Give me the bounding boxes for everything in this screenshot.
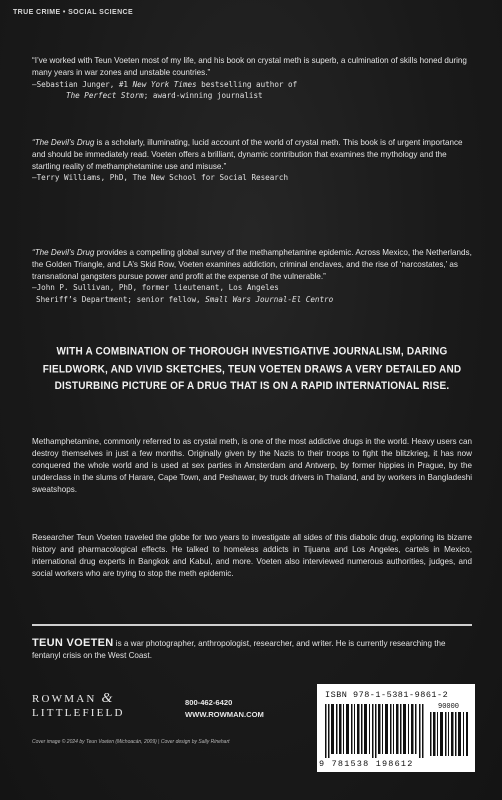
isbn-text: ISBN 978-1-5381-9861-2 — [325, 690, 449, 700]
publisher-contact — [185, 697, 264, 721]
quote-attribution: —Terry Williams, PhD, The New School for Social Research — [32, 173, 289, 183]
publisher-website[interactable]: WWW.ROWMAN.COM — [185, 710, 264, 719]
quote-sullivan — [32, 247, 472, 306]
publisher-phone: 800-462-6420 — [185, 698, 233, 707]
quote-williams — [32, 137, 472, 184]
price-barcode-icon — [430, 712, 470, 756]
quote-text: “The Devil’s Drug provides a compelling global survey of the methamphetamine epidemic. Across Mexico, the Netherlands, the Golden Triangle, and LA’s Skid Row, Voeten examines addiction, criminal enclaves, and the rise of ‘narcostates,’ as transnational gangsters pursue power and profit at the expense of the vulnerable.” — [32, 248, 472, 281]
author-bio-text: is a war photographer, anthropologist, researcher, and writer. He is currently researching the fentanyl crisis on the West Coast. — [32, 639, 446, 660]
barcode-digits: 9 781538 198612 — [319, 759, 414, 769]
headline: WITH A COMBINATION OF THOROUGH INVESTIGATIVE JOURNALISM, DARING FIELDWORK, AND VIVID SKETCHES, TEUN VOETEN DRAWS A VERY DETAILED AND DISTURBING PICTURE OF A DRUG THAT IS ON A RAPID INTERNATIONAL RISE. — [42, 345, 462, 393]
quote-attribution: —Sebastian Junger, #1 New York Times bestselling author of The Perfect Storm; award-winning journalist — [32, 79, 298, 101]
barcode-bars-icon — [325, 704, 429, 758]
author-name: TEUN VOETEN — [32, 637, 114, 649]
publisher-logo — [32, 692, 125, 720]
category-label: TRUE CRIME • SOCIAL SCIENCE — [13, 9, 134, 16]
publisher-ampersand: & — [101, 691, 113, 706]
quote-text: “I’ve worked with Teun Voeten most of my life, and his book on crystal meth is superb, a culmination of skills honed during many years in war zones and unstable countries.” — [32, 56, 467, 77]
isbn-barcode — [317, 684, 475, 772]
author-bio — [32, 637, 472, 662]
body-paragraph-1: Methamphetamine, commonly referred to as crystal meth, is one of the most addictive drugs in the world. Heavy users can destroy themselves in just a few months. Originally given by the Nazis to their troops to fight the blitzkrieg, it has now conquered the whole world and is used at sex parties in Amsterdam and Antwerp, by former hippies in Prague, by the underclass in the slums of Harare, Cape Town, and Peshawar, by truck drivers in Thailand, and by workers in Bangladeshi sweatshops. — [32, 437, 472, 494]
publisher-name-line2: LITTLEFIELD — [32, 707, 125, 719]
quote-text: “The Devil’s Drug is a scholarly, illuminating, lucid account of the world of crystal meth. This book is of urgent importance and should be immediately read. Voeten offers a brilliant, dynamic contribution that examines the mythology and the startling reality of methamphetamine use and misuse.” — [32, 138, 463, 171]
price-code: 90000 — [438, 703, 460, 711]
quote-attribution: —John P. Sullivan, PhD, former lieutenant, Los Angeles Sheriff’s Department; senior fellow, Small Wars Journal-El Centro — [32, 283, 334, 305]
divider-rule — [32, 624, 472, 626]
body-paragraph-2: Researcher Teun Voeten traveled the globe for two years to investigate all sides of this diabolic drug, exploring its bizarre history and pharmacological effects. He talked to homeless addicts in Tijuana and Los Angeles, cartels in Mexico, international drug experts in Bangkok and Kabul, and more. Voeten also interviewed numerous authorities, judges, and social workers who are trying to stop the meth epidemic. — [32, 533, 472, 578]
cover-credit: Cover image © 2024 by Teun Voeten (Michoacán, 2009) | Cover design by Sally Rinehart — [32, 739, 230, 745]
publisher-name-line1: ROWMAN — [32, 693, 97, 705]
quote-junger — [32, 55, 472, 102]
